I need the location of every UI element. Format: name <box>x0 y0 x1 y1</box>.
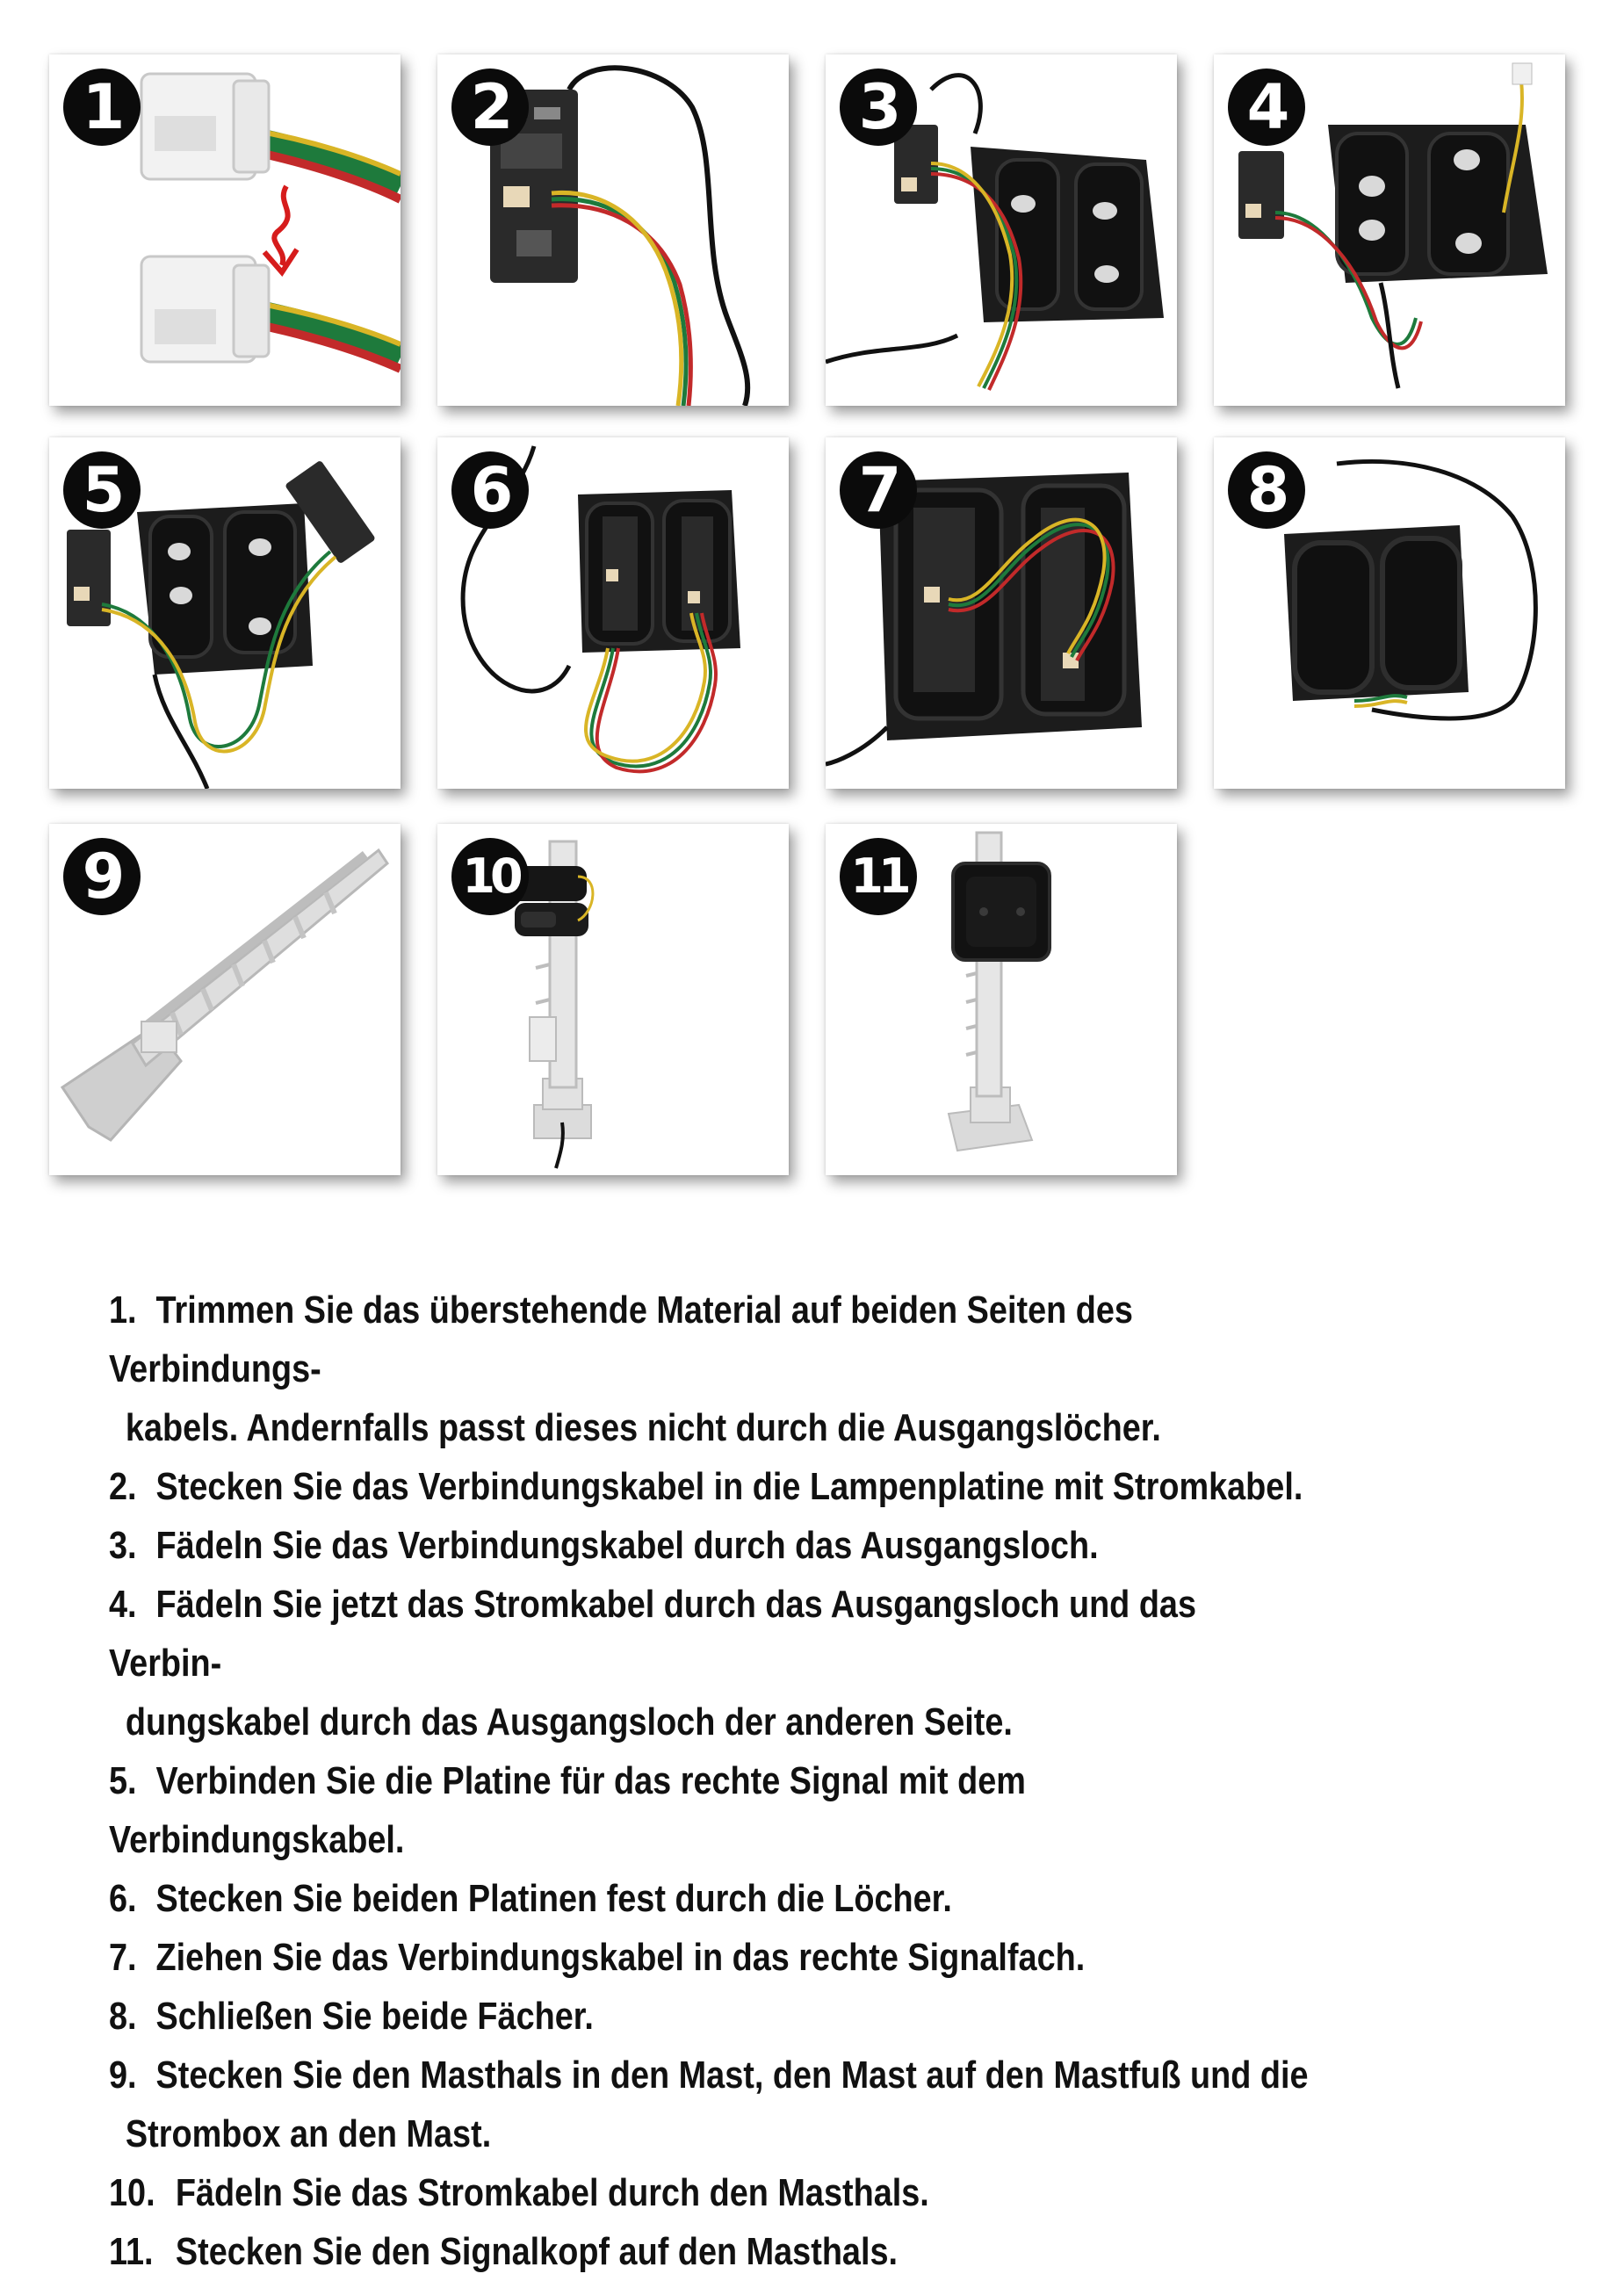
step-11-photo-tile <box>826 824 1177 1175</box>
step-number-badge: 3 <box>840 69 917 146</box>
step-number: 10. <box>109 2171 155 2214</box>
step-4-photo-tile <box>1214 54 1565 406</box>
step-number: 8. <box>109 1995 137 2038</box>
instruction-list <box>109 1281 1317 2281</box>
instruction-item <box>109 1869 1317 1928</box>
step-text: Stecken Sie das Verbindungskabel in die Lampenplatine mit Stromkabel. <box>155 1465 1303 1508</box>
step-number: 7. <box>109 1936 137 1979</box>
instruction-item <box>109 1928 1317 1987</box>
step-2-photo-tile <box>437 54 789 406</box>
step-number: 5. <box>109 1759 137 1802</box>
step-5-photo-tile <box>49 437 401 789</box>
step-number-badge: 9 <box>63 838 141 915</box>
step-text: Trimmen Sie das überstehende Material auf beiden Seiten des Verbindungs- <box>109 1288 1133 1390</box>
step-number-badge: 1 <box>63 69 141 146</box>
step-number: 9. <box>109 2054 137 2097</box>
step-8-photo-tile <box>1214 437 1565 789</box>
instruction-item <box>109 1575 1317 1751</box>
step-number-badge: 5 <box>63 451 141 529</box>
instruction-item <box>109 1457 1317 1516</box>
step-number: 1. <box>109 1288 137 1332</box>
step-3-photo-tile <box>826 54 1177 406</box>
instruction-item <box>109 2046 1317 2163</box>
step-number: 6. <box>109 1877 137 1920</box>
step-number-badge: 4 <box>1228 69 1305 146</box>
step-7-photo-tile <box>826 437 1177 789</box>
step-text: Fädeln Sie das Stromkabel durch den Masthals. <box>175 2171 929 2214</box>
step-number-badge: 11 <box>840 838 917 915</box>
step-text: Schließen Sie beide Fächer. <box>155 1995 594 2038</box>
step-number-badge: 2 <box>451 69 529 146</box>
step-text: Ziehen Sie das Verbindungskabel in das rechte Signalfach. <box>155 1936 1086 1979</box>
step-number-badge: 6 <box>451 451 529 529</box>
step-9-photo-tile <box>49 824 401 1175</box>
step-text: Verbinden Sie die Platine für das rechte Signal mit dem Verbindungskabel. <box>109 1759 1026 1861</box>
step-text-continued: dungskabel durch das Ausgangsloch der anderen Seite. <box>125 1700 1013 1743</box>
step-number: 3. <box>109 1524 137 1567</box>
step-number-badge: 8 <box>1228 451 1305 529</box>
step-6-photo-tile <box>437 437 789 789</box>
step-text-continued: kabels. Andernfalls passt dieses nicht durch die Ausgangslöcher. <box>125 1406 1161 1449</box>
step-10-photo-tile <box>437 824 789 1175</box>
instruction-item <box>109 2163 1317 2222</box>
step-number-badge: 10 <box>451 838 529 915</box>
step-text: Fädeln Sie das Verbindungskabel durch das Ausgangsloch. <box>155 1524 1099 1567</box>
instruction-item <box>109 2222 1317 2281</box>
instruction-item <box>109 1751 1317 1869</box>
step-1-photo-tile <box>49 54 401 406</box>
step-text-continued: Strombox an den Mast. <box>125 2112 492 2155</box>
step-number: 2. <box>109 1465 137 1508</box>
step-number: 4. <box>109 1583 137 1626</box>
step-text: Fädeln Sie jetzt das Stromkabel durch das Ausgangsloch und das Verbin- <box>109 1583 1197 1685</box>
step-text: Stecken Sie den Masthals in den Mast, den Mast auf den Mastfuß und die <box>155 2054 1309 2097</box>
instruction-item <box>109 1281 1317 1457</box>
step-text: Stecken Sie beiden Platinen fest durch die Löcher. <box>155 1877 952 1920</box>
instruction-item <box>109 1516 1317 1575</box>
step-number: 11. <box>109 2230 154 2273</box>
instruction-item <box>109 1987 1317 2046</box>
step-text: Stecken Sie den Signalkopf auf den Masthals. <box>175 2230 899 2273</box>
step-number-badge: 7 <box>840 451 917 529</box>
